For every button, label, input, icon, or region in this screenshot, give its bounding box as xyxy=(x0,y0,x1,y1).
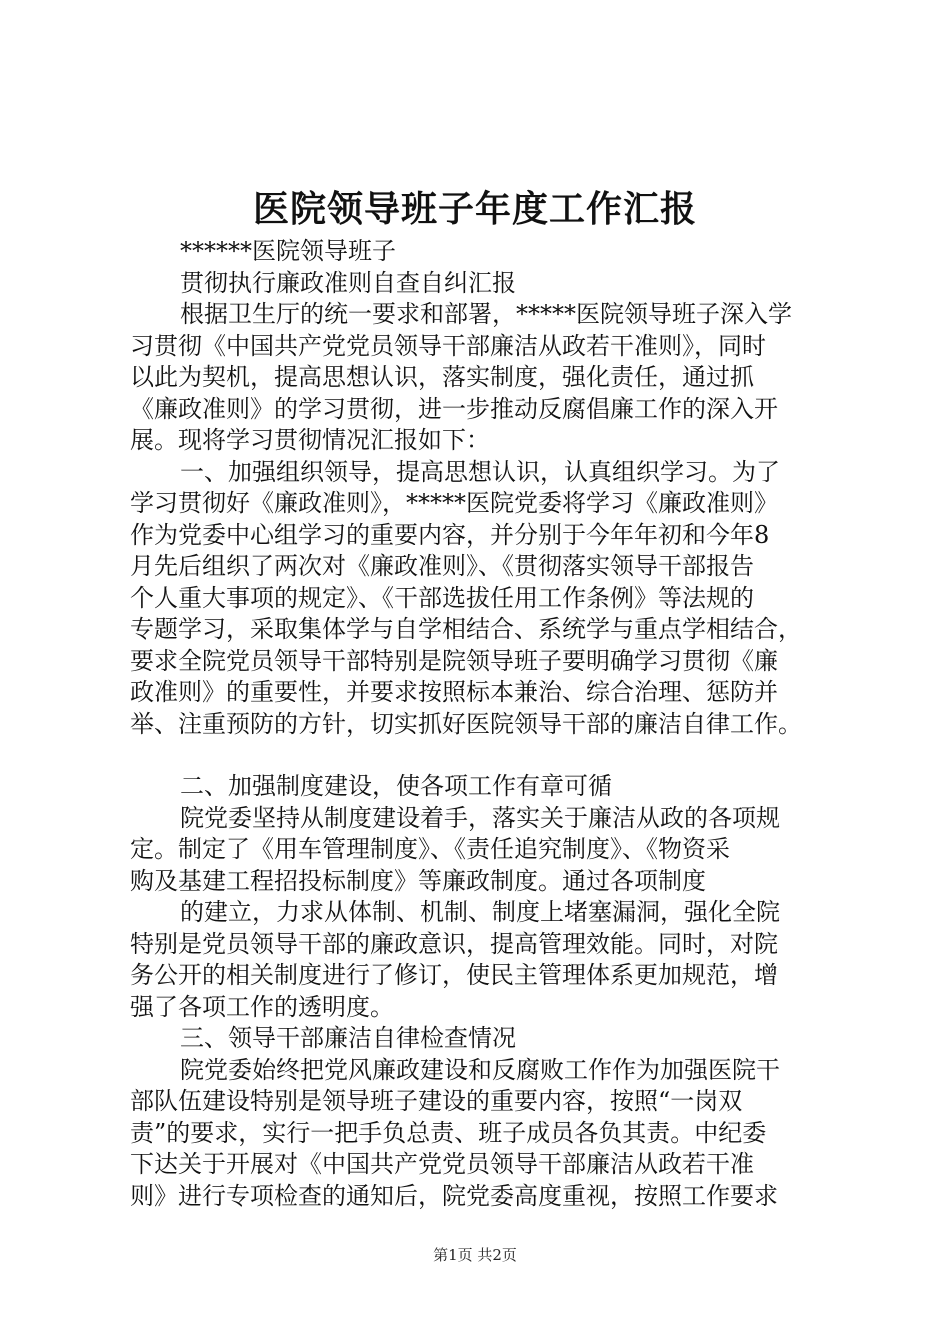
text-line: 定。制定了《用车管理制度》、《责任追究制度》、《物资采 xyxy=(130,835,730,863)
text-line: 务公开的相关制度进行了修订，使民主管理体系更加规范，增 xyxy=(130,961,778,989)
text-line: 根据卫生厅的统一要求和部署，*****医院领导班子深入学 xyxy=(180,300,792,328)
text-line: 《廉政准则》的学习贯彻，进一步推动反腐倡廉工作的深入开 xyxy=(130,394,778,423)
text-line: 政准则》的重要性，并要求按照标本兼治、综合治理、惩防并 xyxy=(130,678,778,706)
text-line: 贯彻执行廉政准则自查自纠汇报 xyxy=(180,268,516,297)
text-line: 以此为契机，提高思想认识，落实制度，强化责任，通过抓 xyxy=(130,363,754,391)
document-title: 医院领导班子年度工作汇报 xyxy=(252,188,697,230)
text-line: 院党委坚持从制度建设着手，落实关于廉洁从政的各项规 xyxy=(180,803,780,832)
text-line: 个人重大事项的规定》、《干部选拔任用工作条例》等法规的 xyxy=(130,583,754,612)
text-line: 二、加强制度建设，使各项工作有章可循 xyxy=(180,772,612,800)
text-line: 习贯彻《中国共产党党员领导干部廉洁从政若干准则》，同时 xyxy=(130,331,766,360)
text-line: 作为党委中心组学习的重要内容，并分别于今年年初和今年8 xyxy=(130,520,770,549)
text-line: 专题学习，采取集体学与自学相结合、系统学与重点学相结合， xyxy=(130,615,802,643)
text-line: 强了各项工作的透明度。 xyxy=(130,992,394,1021)
text-line: 则》进行专项检查的通知后，院党委高度重视，按照工作要求 xyxy=(130,1181,778,1210)
text-line: 购及基建工程招投标制度》等廉政制度。通过各项制度 xyxy=(130,866,706,895)
text-line: 下达关于开展对《中国共产党党员领导干部廉洁从政若干准 xyxy=(130,1150,754,1178)
text-line: 的建立，力求从体制、机制、制度上堵塞漏洞，强化全院 xyxy=(180,898,780,926)
text-line: ******医院领导班子 xyxy=(180,237,396,265)
page-footer: 第1页 共2页 xyxy=(433,1246,517,1264)
paragraph-gap xyxy=(130,740,830,771)
text-line: 责”的要求，实行一把手负总责、班子成员各负其责。中纪委 xyxy=(130,1118,767,1147)
text-line: 要求全院党员领导干部特别是院领导班子要明确学习贯彻《廉 xyxy=(130,646,778,675)
text-line: 举、注重预防的方针，切实抓好医院领导干部的廉洁自律工作。 xyxy=(130,709,802,738)
text-line: 部队伍建设特别是领导班子建设的重要内容，按照“一岗双 xyxy=(130,1087,743,1115)
text-line: 特别是党员领导干部的廉政意识，提高管理效能。同时，对院 xyxy=(130,929,778,958)
document-body xyxy=(130,236,830,1212)
text-line: 展。现将学习贯彻情况汇报如下： xyxy=(130,426,490,454)
text-line: 一、加强组织领导，提高思想认识，认真组织学习。为了 xyxy=(180,457,780,486)
text-line: 院党委始终把党风廉政建设和反腐败工作作为加强医院干 xyxy=(180,1055,780,1084)
text-line: 月先后组织了两次对《廉政准则》、《贯彻落实领导干部报告 xyxy=(130,552,754,580)
text-line: 学习贯彻好《廉政准则》，*****医院党委将学习《廉政准则》 xyxy=(130,489,778,517)
text-line: 三、领导干部廉洁自律检查情况 xyxy=(180,1024,516,1052)
